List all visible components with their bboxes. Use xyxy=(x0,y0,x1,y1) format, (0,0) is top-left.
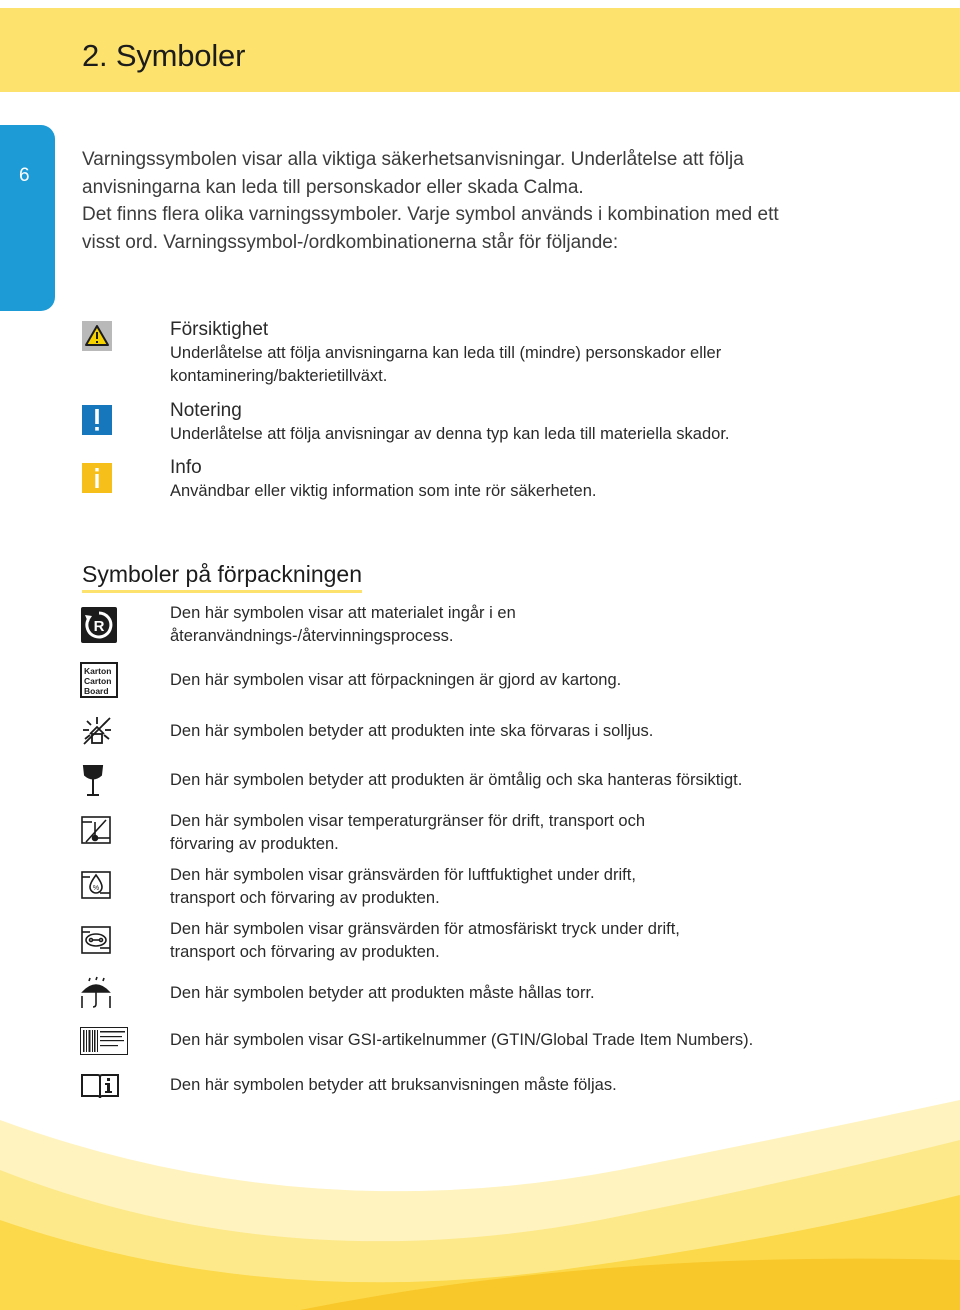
packaging-text: transport och förvaring av produkten. xyxy=(170,943,440,961)
packaging-item-pressure xyxy=(170,918,870,964)
svg-text:Board: Board xyxy=(84,686,109,696)
page-number: 6 xyxy=(19,165,30,186)
packaging-item-carton xyxy=(170,669,870,692)
svg-text:%: % xyxy=(92,885,100,892)
packaging-text: transport och förvaring av produkten. xyxy=(170,889,440,907)
warning-triangle-icon xyxy=(82,321,112,351)
humidity-limit-icon xyxy=(80,869,112,901)
section-title: Symboler på förpackningen xyxy=(82,560,362,593)
fragile-glass-icon xyxy=(80,764,106,798)
footer-swoosh-decoration xyxy=(0,1100,960,1310)
temperature-limit-icon xyxy=(80,814,112,846)
intro-paragraph xyxy=(82,146,882,256)
packaging-item-instructions xyxy=(170,1074,870,1097)
packaging-text: Den här symbolen visar gränsvärden för atmosfäriskt tryck under drift, xyxy=(170,920,680,938)
keep-dry-umbrella-icon xyxy=(80,976,112,1010)
packaging-text: Den här symbolen visar temperaturgränser för drift, transport och xyxy=(170,812,646,830)
recycle-r-icon xyxy=(80,606,118,644)
svg-text:Karton: Karton xyxy=(84,666,112,676)
warning-item-caution xyxy=(170,318,890,388)
svg-text:R: R xyxy=(93,618,105,635)
packaging-item-keep-dry xyxy=(170,982,870,1005)
warning-title: Notering xyxy=(170,400,242,421)
page-header xyxy=(0,8,960,92)
packaging-item-recycle xyxy=(170,602,870,648)
page-number-tab xyxy=(0,125,55,311)
warning-text: Användbar eller viktig information som inte rör säkerheten. xyxy=(170,482,597,500)
packaging-text: Den här symbolen visar att förpackningen är gjord av kartong. xyxy=(170,671,622,689)
warning-text: Underlåtelse att följa anvisningar av denna typ kan leda till materiella skador. xyxy=(170,425,730,443)
packaging-item-sunlight xyxy=(170,720,870,743)
barcode-icon xyxy=(80,1027,128,1055)
intro-line: Det finns flera olika varningssymboler. Varje symbol används i kombination med ett xyxy=(82,204,779,225)
exclamation-icon xyxy=(82,405,112,435)
packaging-item-barcode xyxy=(170,1029,870,1052)
packaging-item-humidity xyxy=(170,864,870,910)
keep-away-from-sunlight-icon xyxy=(80,714,114,748)
instructions-book-icon xyxy=(80,1072,120,1100)
pressure-limit-icon xyxy=(80,924,112,956)
packaging-text: förvaring av produkten. xyxy=(170,835,339,853)
packaging-text: Den här symbolen visar gränsvärden för luftfuktighet under drift, xyxy=(170,866,636,884)
svg-text:Carton: Carton xyxy=(84,676,112,686)
warning-item-notice xyxy=(170,399,890,446)
intro-line: anvisningarna kan leda till personskador eller skada Calma. xyxy=(82,176,584,198)
packaging-item-temperature xyxy=(170,810,870,856)
warning-text: kontaminering/bakterietillväxt. xyxy=(170,367,388,385)
warning-title: Info xyxy=(170,457,202,478)
packaging-item-fragile xyxy=(170,769,870,792)
carton-board-icon xyxy=(80,662,118,698)
packaging-text: Den här symbolen betyder att produkten inte ska förvaras i solljus. xyxy=(170,722,654,740)
warning-text: Underlåtelse att följa anvisningarna kan leda till (mindre) personskador eller xyxy=(170,344,722,362)
packaging-text: Den här symbolen visar GSI-artikelnummer (GTIN/Global Trade Item Numbers). xyxy=(170,1031,754,1049)
packaging-text: Den här symbolen betyder att produkten är ömtålig och ska hanteras försiktigt. xyxy=(170,771,743,789)
intro-line: Varningssymbolen visar alla viktiga säkerhetsanvisningar. Underlåtelse att följa xyxy=(82,149,744,170)
page-title: 2. Symboler xyxy=(82,38,246,73)
packaging-text: Den här symbolen betyder att bruksanvisningen måste följas. xyxy=(170,1076,617,1094)
packaging-text: Den här symbolen visar att materialet ingår i en xyxy=(170,604,516,622)
info-icon xyxy=(82,463,112,493)
packaging-text: återanvändnings-/återvinningsprocess. xyxy=(170,627,454,645)
intro-line: visst ord. Varningssymbol-/ordkombinationerna står för följande: xyxy=(82,231,619,253)
packaging-text: Den här symbolen betyder att produkten måste hållas torr. xyxy=(170,984,595,1002)
warning-item-info xyxy=(170,456,890,503)
warning-title: Försiktighet xyxy=(170,319,269,340)
